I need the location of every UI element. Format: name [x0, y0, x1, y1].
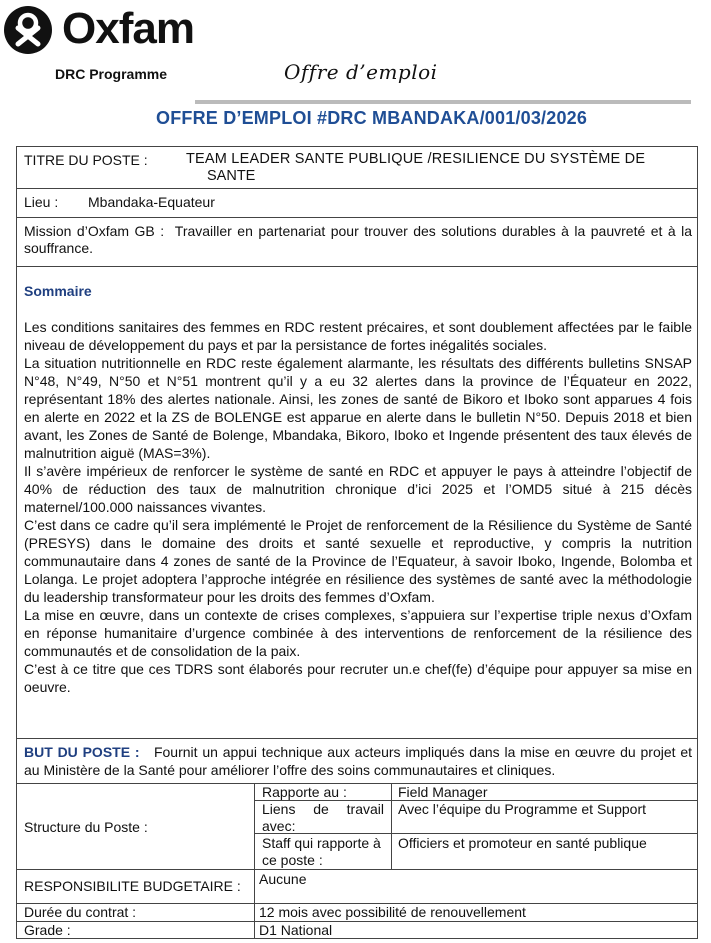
- divider: [16, 217, 698, 218]
- divider: [16, 738, 698, 739]
- header-divider: [195, 100, 691, 104]
- mission-text: Travailler en partenariat pour trouver des solutions durables à la pauvreté et à la souffrance.: [24, 223, 693, 256]
- mission-row: [24, 223, 692, 257]
- structure-key-staff: Staff qui rapporte à ce poste :: [262, 835, 381, 868]
- sommaire-paragraph: C’est à ce titre que ces TDRS sont élaborés pour recruter un.e chef(fe) d’équipe pour appuyer sa mise en oeuvre.: [24, 661, 692, 695]
- sommaire-paragraph: La mise en œuvre, dans un contexte de crises complexes, s’appuiera sur l’expertise triple nexus d’Oxfam en réponse humanitaire d’urgence combinée à des interventions de renforcement de la résilience des communautés et de consolidation de la paix.: [24, 607, 692, 659]
- grade-label: Grade :: [24, 922, 71, 938]
- sommaire-paragraph: Il s’avère impérieux de renforcer le système de santé en RDC et appuyer le pays à atteindre l’objectif de 40% de réduction des taux de malnutrition chronique d’ici 2025 et l’OMD5 situé à 215 décès maternel/100.000 naissances vivantes.: [24, 463, 692, 515]
- job-title-line2: SANTE: [207, 168, 256, 184]
- logo-wordmark: Oxfam: [62, 4, 194, 53]
- divider: [16, 869, 698, 870]
- duree-value: 12 mois avec possibilité de renouvellement: [259, 904, 526, 920]
- but-row: [24, 743, 692, 779]
- structure-value-staff: Officiers et promoteur en santé publique: [398, 835, 647, 851]
- lieu-value: Mbandaka-Equateur: [88, 194, 215, 210]
- structure-key-rapporte: Rapporte au :: [262, 784, 347, 800]
- structure-value-rapporte: Field Manager: [398, 784, 488, 800]
- sommaire-paragraph: C’est dans ce cadre qu’il sera implémenté le Projet de renforcement de la Résilience du Système de Santé (PRESYS) dans le domaine des droits et santé sexuelle et reproductive, y compris la nutrition communautaire dans 4 zones de santé de la Province de l’Equateur, à savoir Iboko, Ingende, Bolomba et Lolanga. Le projet adoptera l’approche intégrée en résilience des systèmes de santé avec la méthodologie du leadership transformateur pour les droits des femmes d’Oxfam.: [24, 517, 692, 605]
- budget-label: RESPONSIBILITE BUDGETAIRE :: [24, 878, 241, 894]
- mission-label: Mission d’Oxfam GB :: [24, 223, 165, 239]
- job-title-line1: TEAM LEADER SANTE PUBLIQUE /RESILIENCE DU SYSTÈME DE: [186, 151, 646, 167]
- script-title: Offre d’emploi: [284, 60, 438, 84]
- divider: [16, 921, 698, 922]
- structure-key-liens: Liens de travail avec:: [262, 801, 384, 834]
- divider: [16, 188, 698, 189]
- grade-value: D1 National: [259, 922, 333, 938]
- divider: [391, 783, 392, 869]
- but-label: BUT DU POSTE :: [24, 744, 140, 760]
- programme-label: DRC Programme: [55, 66, 168, 82]
- divider: [16, 266, 698, 267]
- sommaire-body: [24, 318, 692, 696]
- sommaire-paragraph: La situation nutritionnelle en RDC reste également alarmante, les résultats des différents bulletins SNSAP N°48, N°49, N°50 et N°51 montrent qu’il y a eu 32 alertes dans la province de l’Équateur en 2022, représentant 18% des alertes nationale. Ainsi, les zones de santé de Bikoro et Iboko sont apparues 4 fois en alerte en 2022 et la ZS de BOLENGE est apparue en alerte dans le bulletin N°50. Depuis 2018 et bien avant, les Zones de Santé de Bolenge, Mbandaka, Bikoro, Iboko et Ingende présentent des taux élevés de malnutrition aiguë (MAS=3%).: [24, 355, 692, 461]
- but-text: Fournit un appui technique aux acteurs impliqués dans la mise en œuvre du projet et au Ministère de la Santé pour améliorer l’offre des soins communautaires et cliniques.: [24, 744, 693, 778]
- divider: [254, 783, 255, 939]
- divider: [16, 783, 698, 784]
- lieu-label: Lieu :: [24, 194, 59, 210]
- sommaire-paragraph: Les conditions sanitaires des femmes en RDC restent précaires, et sont doublement affectées par le faible niveau de développement du pays et par la persistance de fortes inégalités sociales.: [24, 319, 692, 353]
- job-title-label: TITRE DU POSTE :: [24, 152, 148, 168]
- budget-value: Aucune: [259, 871, 307, 887]
- oxfam-figure-icon: [4, 6, 52, 54]
- oxfam-logo: [2, 2, 197, 60]
- structure-label: Structure du Poste :: [24, 819, 148, 835]
- duree-label: Durée du contrat :: [24, 904, 137, 920]
- sommaire-heading: Sommaire: [24, 283, 92, 299]
- structure-value-liens: Avec l’équipe du Programme et Support: [398, 801, 646, 817]
- offer-title: OFFRE D’EMPLOI #DRC MBANDAKA/001/03/2026: [156, 108, 588, 128]
